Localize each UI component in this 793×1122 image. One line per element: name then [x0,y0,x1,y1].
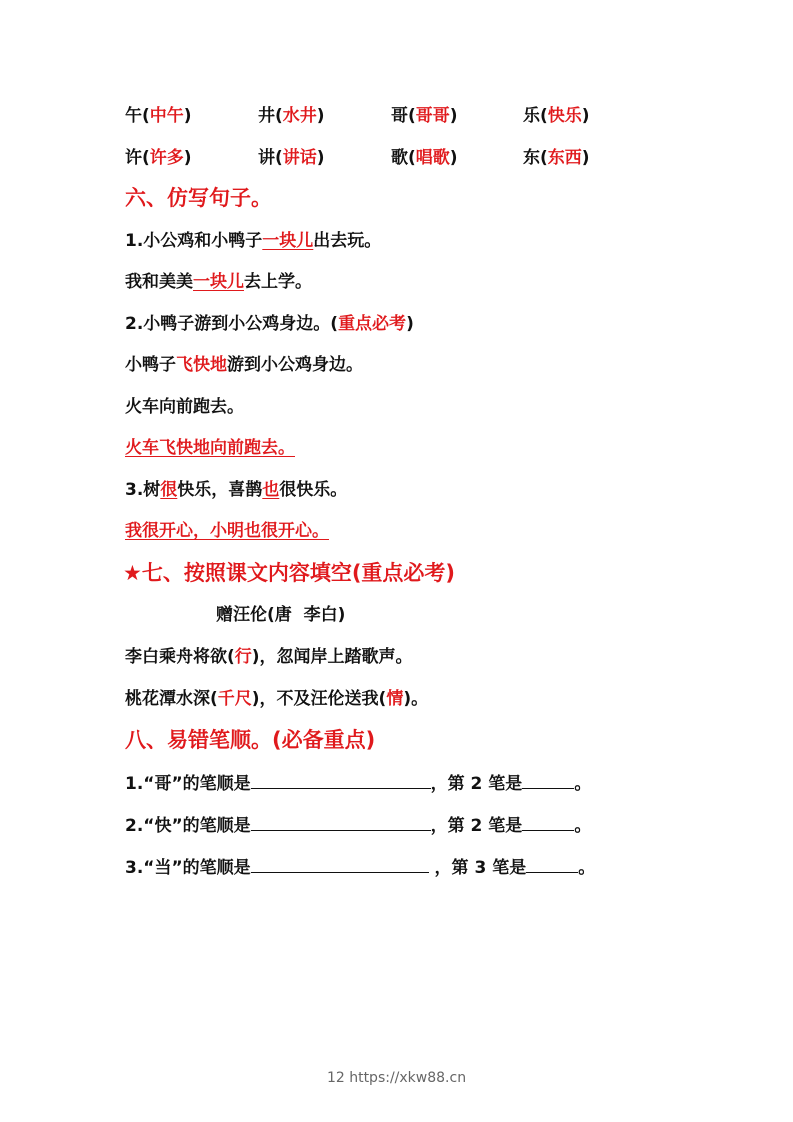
word-answer: 水井 [282,106,317,126]
text: 2.“快”的笔顺是 [125,816,251,836]
text: 。 [574,774,592,794]
highlight: 一块儿 [193,272,244,292]
word-item: 许(许多) [125,148,192,168]
question-2-prompt: 火车向前跑去。 [125,397,244,417]
text: 我和美美 [125,272,193,292]
poem-line-2 [125,687,428,711]
word-item: 哥(哥哥) [391,106,458,126]
text: 小鸭子 [125,355,176,375]
char: 乐 [523,106,540,126]
text: ，第 3 笔是 [428,858,527,878]
char: 许 [125,148,142,168]
text: 快乐，喜鹊 [177,480,263,500]
text: 桃花潭水深( [125,689,218,709]
text: 1.“哥”的笔顺是 [125,774,251,794]
question-2-answer: 火车飞快地向前跑去。 [125,438,295,458]
section-8-title: 八、易错笔顺。(必备重点) [125,728,376,752]
word-answer: 中午 [149,106,184,126]
fill-blank-long[interactable] [251,854,429,873]
char: 讲 [258,148,275,168]
word-answer: 哥哥 [415,106,450,126]
word-item: 井(水井) [258,106,325,126]
word-answer: 东西 [547,148,582,168]
question-3 [125,478,347,502]
text: 李白乘舟将欲( [125,647,235,667]
text: )。 [403,689,429,709]
stroke-question-2 [125,812,591,838]
fill-blank-short[interactable] [526,854,578,873]
text: ) [406,314,414,334]
word-item: 午(中午) [125,106,192,126]
question-1 [125,229,381,253]
text: )，忽闻岸上踏歌声。 [251,647,413,667]
text: 去上学。 [244,272,312,292]
answer-1 [125,270,312,294]
text: 3.“当”的笔顺是 [125,858,251,878]
question-3-answer: 我很开心，小明也很开心。 [125,521,329,541]
poem-line-1 [125,645,413,669]
highlight: 飞快地 [176,355,227,375]
highlight: 也 [262,480,280,500]
fill-blank-long[interactable] [251,770,431,789]
text: )，不及汪伦送我( [251,689,387,709]
text: ，第 2 笔是 [430,816,523,836]
text: 很快乐。 [279,480,348,500]
stroke-question-3 [125,854,595,880]
word-answer: 唱歌 [415,148,450,168]
question-2 [125,312,414,336]
word-item: 歌(唱歌) [391,148,458,168]
word-answer: 许多 [149,148,184,168]
question-2-example [125,353,363,377]
text: 出去玩。 [313,231,382,251]
fill-blank-short[interactable] [522,770,574,789]
word-item: 东(东西) [523,148,590,168]
highlight: 很 [160,480,178,500]
text: 。 [578,858,596,878]
char: 东 [523,148,540,168]
stroke-question-1 [125,770,591,796]
char: 歌 [391,148,408,168]
text: 2.小鸭子游到小公鸡身边。( [125,314,339,334]
text: 3.树 [125,480,161,500]
text: 游到小公鸡身边。 [227,355,363,375]
section-7-title: ★七、按照课文内容填空(重点必考) [123,561,456,585]
char: 井 [258,106,275,126]
page-footer: 12 https://xkw88.cn [326,1070,467,1086]
word-item: 讲(讲话) [258,148,325,168]
section-6-title: 六、仿写句子。 [125,186,272,210]
answer: 千尺 [217,689,252,709]
word-item: 乐(快乐) [523,106,590,126]
highlight: 一块儿 [262,231,314,251]
tag: 重点必考 [338,314,407,334]
fill-blank-short[interactable] [522,812,574,831]
word-answer: 讲话 [282,148,317,168]
answer: 行 [234,647,252,667]
char: 午 [125,106,142,126]
text: 。 [574,816,592,836]
answer: 情 [386,689,404,709]
fill-blank-long[interactable] [251,812,431,831]
text: ，第 2 笔是 [430,774,523,794]
char: 哥 [391,106,408,126]
word-answer: 快乐 [547,106,582,126]
text: 1.小公鸡和小鸭子 [125,231,263,251]
poem-title: 赠汪伦(唐 李白) [216,605,346,625]
